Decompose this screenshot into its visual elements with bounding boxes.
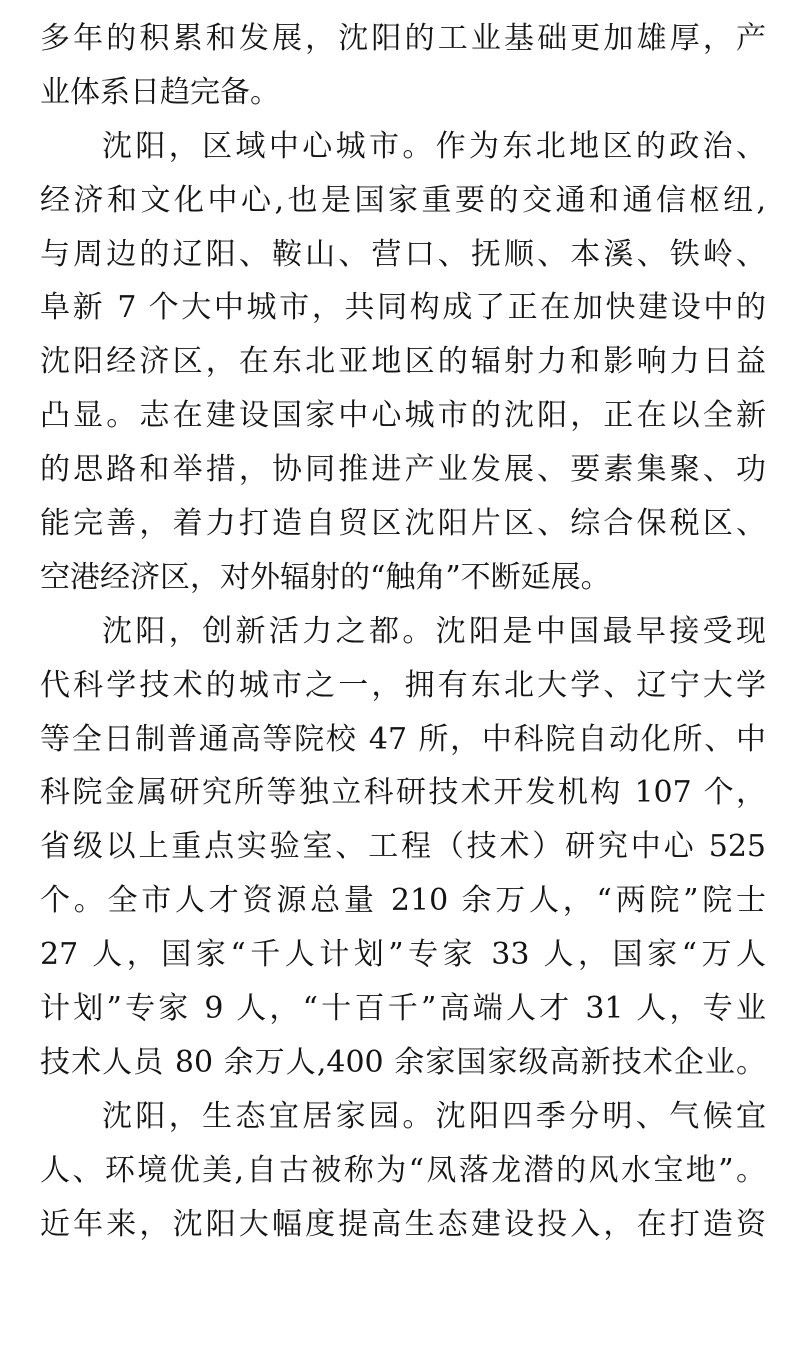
text-line: 经济和文化中心,也是国家重要的交通和通信枢纽,	[40, 182, 766, 218]
text-line: 空港经济区，对外辐射的“触角”不断延展。	[40, 559, 611, 595]
text-line: 多年的积累和发展，沈阳的工业基础更加雄厚，产	[40, 21, 766, 56]
text-line: 等全日制普通高等院校 47 所，中科院自动化所、中	[40, 721, 766, 757]
text-line: 计划”专家 9 人，“十百千”高端人才 31 人，专业	[40, 991, 766, 1027]
text-line: 省级以上重点实验室、工程（技术）研究中心 525	[40, 829, 766, 865]
text-line: 近年来，沈阳大幅度提高生态建设投入，在打造资	[40, 1206, 766, 1242]
text-line: 技术人员 80 余万人,400 余家国家级高新技术企业。	[40, 1044, 766, 1080]
text-line: 阜新 7 个大中城市，共同构成了正在加快建设中的	[40, 290, 766, 326]
text-line: 27 人，国家“千人计划”专家 33 人，国家“万人	[40, 937, 766, 973]
text-line: 人、环境优美,自古被称为“凤落龙潜的风水宝地”。	[40, 1152, 766, 1188]
text-line: 业体系日趋完备。	[40, 74, 280, 110]
text-line: 代科学技术的城市之一，拥有东北大学、辽宁大学	[40, 667, 766, 703]
text-line: 沈阳，区域中心城市。作为东北地区的政治、	[102, 128, 766, 164]
text-line: 个。全市人才资源总量 210 余万人，“两院”院士	[40, 883, 766, 919]
text-line: 沈阳经济区，在东北亚地区的辐射力和影响力日益	[40, 344, 766, 380]
text-line: 与周边的辽阳、鞍山、营口、抚顺、本溪、铁岭、	[40, 236, 766, 272]
text-line: 能完善，着力打造自贸区沈阳片区、综合保税区、	[40, 506, 766, 542]
text-line: 凸显。志在建设国家中心城市的沈阳，正在以全新	[40, 398, 766, 434]
text-line: 沈阳，生态宜居家园。沈阳四季分明、气候宜	[102, 1098, 766, 1134]
text-line: 科院金属研究所等独立科研技术开发机构 107 个，	[40, 775, 766, 811]
text-line: 沈阳，创新活力之都。沈阳是中国最早接受现	[102, 613, 766, 649]
text-line: 的思路和举措，协同推进产业发展、要素集聚、功	[40, 452, 766, 488]
